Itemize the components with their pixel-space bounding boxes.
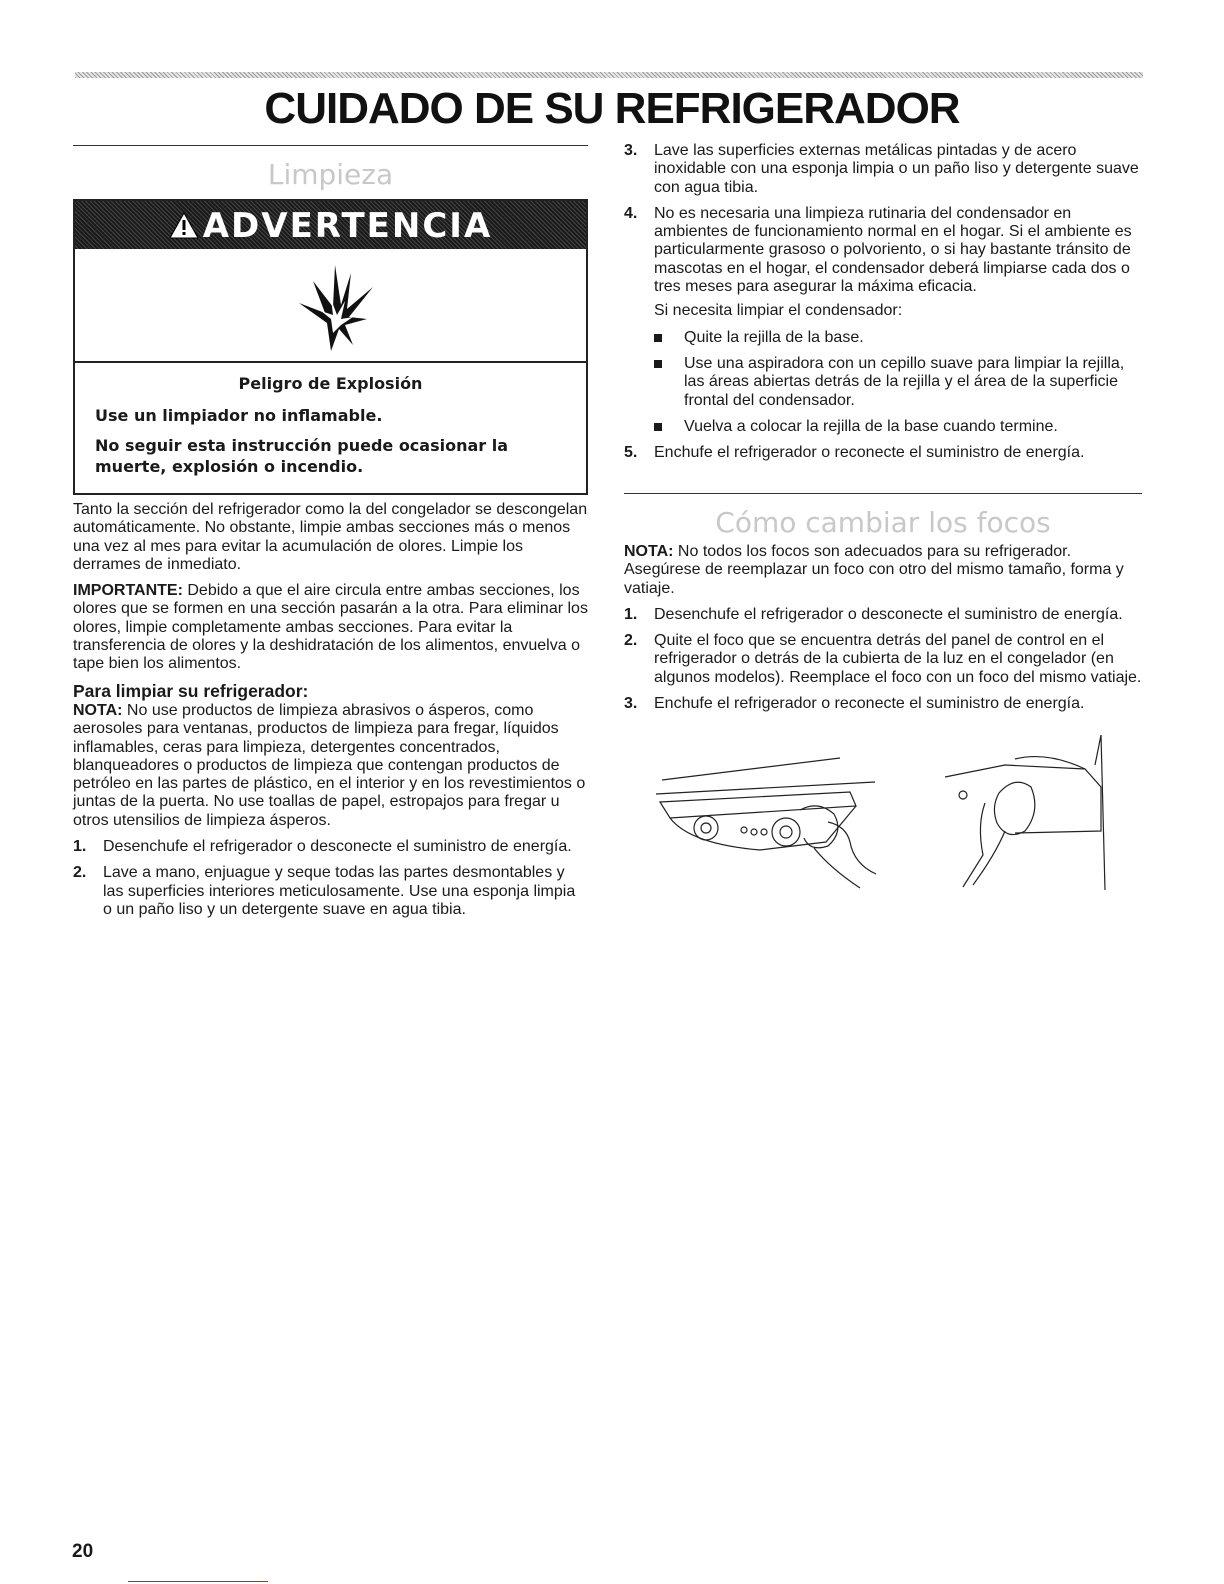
important-text: Debido a que el aire circula entre ambas secciones, los olores que se formen en una sección pasarán a la otra. Para eliminar los olores, limpie completamente ambas secciones. Para evitar la transferencia de olores y la deshidratación de los alimentos, envuelva o tape bien los alimentos. (73, 582, 588, 673)
warning-text (95, 373, 566, 486)
footer-line (128, 1581, 268, 1582)
note-text: No todos los focos son adecuados para su refrigerador. Asegúrese de reemplazar un foco con otro del mismo tamaño, forma y vatiaje. (624, 543, 1124, 597)
section-heading-focos: Cómo cambiar los focos (715, 506, 1051, 539)
condenser-bullets (624, 329, 1142, 436)
bulbs-note (624, 543, 1142, 598)
note-label: NOTA: (624, 543, 674, 560)
list-item: Use una aspiradora con un cepillo suave para limpiar la rejilla, las áreas abiertas detrás de la rejilla y el área de la superficie frontal del condensador. (624, 355, 1142, 410)
list-item: 3. Enchufe el refrigerador o reconecte el suministro de energía. (624, 695, 1085, 713)
list-item: 5. Enchufe el refrigerador o reconecte el suministro de energía. (624, 444, 1085, 462)
warning-header-label: ADVERTENCIA (202, 206, 493, 246)
section-divider (73, 145, 588, 146)
note-label: NOTA: (73, 701, 123, 719)
list-item: 4. No es necesaria una limpieza rutinaria del condensador en ambientes de funcionamiento normal en el hogar. Si el ambiente es particularmente grasoso o polvoriento, o si hay bastante tránsito de mascotas en el hogar, el condensador deberá limpiarse cada dos o tres meses para asegurar la máxima eficacia. Si necesita limpiar el condensador: (624, 205, 1142, 321)
bulbs-steps (624, 606, 1142, 713)
warning-box (73, 199, 588, 495)
freezer-light-illustration (935, 735, 1115, 893)
page-number: 20 (72, 1541, 94, 1562)
note-text: No use productos de limpieza abrasivos o ásperos, como aerosoles para ventanas, productos de limpieza para fregar, líquidos inflamables, ceras para limpieza, detergentes concentrados, blanqueadores o productos de limpieza que contengan productos de petróleo en las partes de plástico, en el interior y en los revestimientos o juntas de la puerta. No use toallas de papel, estropajos para fregar u otros utensilios de limpieza ásperos. (73, 701, 586, 829)
cleaning-steps-final (624, 444, 1142, 462)
list-item: 2. Quite el foco que se encuentra detrás del panel de control en el refrigerador o detrás de la cubierta de la luz en el congelador (en algunos modelos). Reemplace el foco con un foco del mismo vatiaje. (624, 632, 1142, 686)
page-title: CUIDADO DE SU REFRIGERADOR (264, 84, 960, 133)
header-rule (75, 72, 1143, 78)
cleaning-steps-right (624, 142, 1142, 321)
warning-line-1: Use un limpiador no inflamable. (95, 406, 383, 425)
warning-image-area (75, 249, 586, 363)
list-item: 2. Lave a mano, enjuague y seque todas las partes desmontables y las superficies interiores meticulosamente. Use una esponja limpia o un paño liso y un detergente suave en agua tibia. (73, 864, 576, 918)
warning-header (75, 201, 586, 249)
control-panel-bulb-illustration (650, 752, 890, 892)
warning-triangle-icon (169, 203, 199, 253)
list-item: 1. Desenchufe el refrigerador o desconecte el suministro de energía. (73, 838, 572, 856)
danger-title: Peligro de Explosión (238, 374, 423, 393)
explosion-icon (291, 261, 377, 353)
important-label: IMPORTANTE: (73, 582, 183, 600)
list-item: Quite la rejilla de la base. (624, 329, 1142, 347)
condenser-intro: Si necesita limpiar el condensador: (654, 302, 903, 320)
cleaning-subheading: Para limpiar su refrigerador: (73, 680, 309, 701)
list-item: 3. Lave las superficies externas metálicas pintadas y de acero inoxidable con una esponja limpia o un paño liso y detergente suave con agua tibia. (624, 142, 1139, 196)
right-column-text (624, 142, 1142, 470)
left-column-text (73, 501, 588, 927)
section-divider (624, 493, 1142, 494)
cleaning-steps-left (73, 838, 588, 919)
intro-paragraph: Tanto la sección del refrigerador como la del congelador se descongelan automáticamente. No obstante, limpie ambas secciones más o menos una vez al mes para evitar la acumulación de olores. Limpie los derrames de inmediato. (73, 501, 588, 573)
cleaning-note (73, 702, 588, 830)
list-item: 1. Desenchufe el refrigerador o desconecte el suministro de energía. (624, 605, 1123, 623)
warning-line-2: No seguir esta instrucción puede ocasionar la muerte, explosión o incendio. (95, 436, 509, 476)
section-heading-limpieza: Limpieza (267, 158, 394, 191)
list-item: Vuelva a colocar la rejilla de la base cuando termine. (624, 418, 1142, 436)
important-paragraph (73, 582, 588, 673)
bulbs-text (624, 543, 1142, 721)
